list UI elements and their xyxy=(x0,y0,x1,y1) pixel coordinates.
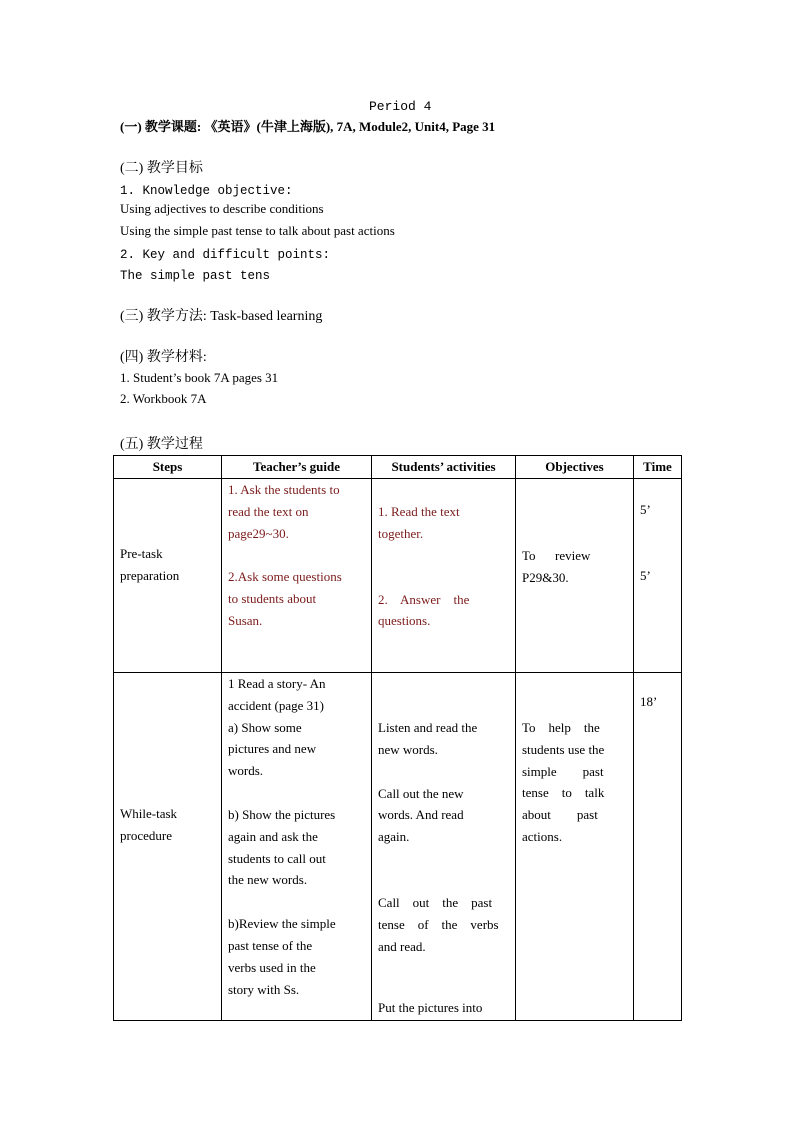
teacher-line: past tense of the xyxy=(228,937,313,953)
objective-line: about past xyxy=(522,807,598,823)
step-line: While-task xyxy=(120,806,178,821)
objectives-cell xyxy=(516,479,634,673)
students-line: words. And read xyxy=(378,807,464,823)
lesson-plan-table xyxy=(113,455,682,1021)
students-activities-cell xyxy=(372,673,516,1021)
teacher-line: page29~30. xyxy=(228,525,289,541)
step-line: preparation xyxy=(120,567,180,583)
header-steps: Steps xyxy=(114,456,222,479)
header-students-activities: Students’ activities xyxy=(372,456,516,479)
teacher-line: accident (page 31) xyxy=(228,697,325,713)
materials-line1: 1. Student’s book 7A pages 31 xyxy=(120,370,279,385)
objective-line: students use the xyxy=(522,741,605,757)
section4-heading: (四) 教学材料: xyxy=(120,350,207,365)
students-line: Call out the new xyxy=(378,785,464,801)
students-line: Listen and read the xyxy=(378,720,478,735)
teacher-line: words. xyxy=(228,763,264,779)
time-cell xyxy=(634,673,682,1021)
teacher-line: 1. Ask the students to xyxy=(228,482,340,497)
students-line: Put the pictures into xyxy=(378,1000,483,1016)
students-line: 2. Answer the xyxy=(378,591,470,607)
teacher-line: a) Show some xyxy=(228,719,302,735)
time-value: 5’ xyxy=(640,502,651,517)
teacher-line: again and ask the xyxy=(228,828,318,844)
teacher-guide-cell xyxy=(222,673,372,1021)
students-activities-cell xyxy=(372,479,516,673)
materials-line2: 2. Workbook 7A xyxy=(120,391,207,406)
students-line: new words. xyxy=(378,741,438,757)
time-value: 5’ xyxy=(640,567,651,583)
teacher-line: the new words. xyxy=(228,872,308,888)
teacher-line: 1 Read a story- An xyxy=(228,676,326,691)
step-cell xyxy=(114,673,222,1021)
header-time: Time xyxy=(634,456,682,479)
students-line: Call out the past xyxy=(378,894,493,910)
objective-line: actions. xyxy=(522,828,563,844)
step-line: Pre-task xyxy=(120,546,163,561)
students-line: and read. xyxy=(378,938,426,954)
teacher-line: students to call out xyxy=(228,850,326,866)
objective-item2-line1: The simple past tens xyxy=(120,269,271,283)
students-line: again. xyxy=(378,829,410,845)
teacher-guide-cell xyxy=(222,479,372,673)
objective-line: To help the xyxy=(522,720,600,735)
step-cell xyxy=(114,479,222,673)
course-title: (一) 教学课题: 《英语》(牛津上海版), 7A, Module2, Unit4, Page 31 xyxy=(120,119,496,134)
objective-item2-title: 2. Key and difficult points: xyxy=(120,248,331,262)
table-header-row xyxy=(114,456,682,479)
section5-heading: (五) 教学过程 xyxy=(120,437,203,452)
header-objectives: Objectives xyxy=(516,456,634,479)
objective-item1-line1: Using adjectives to describe conditions xyxy=(120,201,324,216)
objectives-cell xyxy=(516,673,634,1021)
objective-line: To review xyxy=(522,548,591,563)
teacher-line: pictures and new xyxy=(228,741,317,757)
students-line: tense of the verbs xyxy=(378,916,499,932)
objective-item1-title: 1. Knowledge objective: xyxy=(120,184,293,198)
method-text: (三) 教学方法: Task-based learning xyxy=(120,309,323,324)
period-title: Period 4 xyxy=(369,99,432,114)
teacher-line: to students about xyxy=(228,591,317,607)
objective-line: simple past xyxy=(522,763,604,779)
time-value: 18’ xyxy=(640,694,658,709)
teacher-line: 2.Ask some questions xyxy=(228,569,342,585)
section2-heading: (二) 教学目标 xyxy=(120,161,203,176)
step-line: procedure xyxy=(120,827,172,843)
objective-item1-line2: Using the simple past tense to talk about past actions xyxy=(120,223,395,238)
teacher-line: Susan. xyxy=(228,612,263,628)
teacher-line: story with Ss. xyxy=(228,981,300,997)
teacher-line: verbs used in the xyxy=(228,959,316,975)
teacher-line: read the text on xyxy=(228,503,309,519)
table-row xyxy=(114,479,682,673)
table-row xyxy=(114,673,682,1021)
objective-line: tense to talk xyxy=(522,785,605,801)
objective-line: P29&30. xyxy=(522,569,569,585)
teacher-line: b)Review the simple xyxy=(228,916,336,932)
students-line: 1. Read the text xyxy=(378,504,460,519)
header-teachers-guide: Teacher’s guide xyxy=(222,456,372,479)
teacher-line: b) Show the pictures xyxy=(228,806,336,822)
students-line: together. xyxy=(378,525,424,541)
time-cell xyxy=(634,479,682,673)
students-line: questions. xyxy=(378,613,431,629)
